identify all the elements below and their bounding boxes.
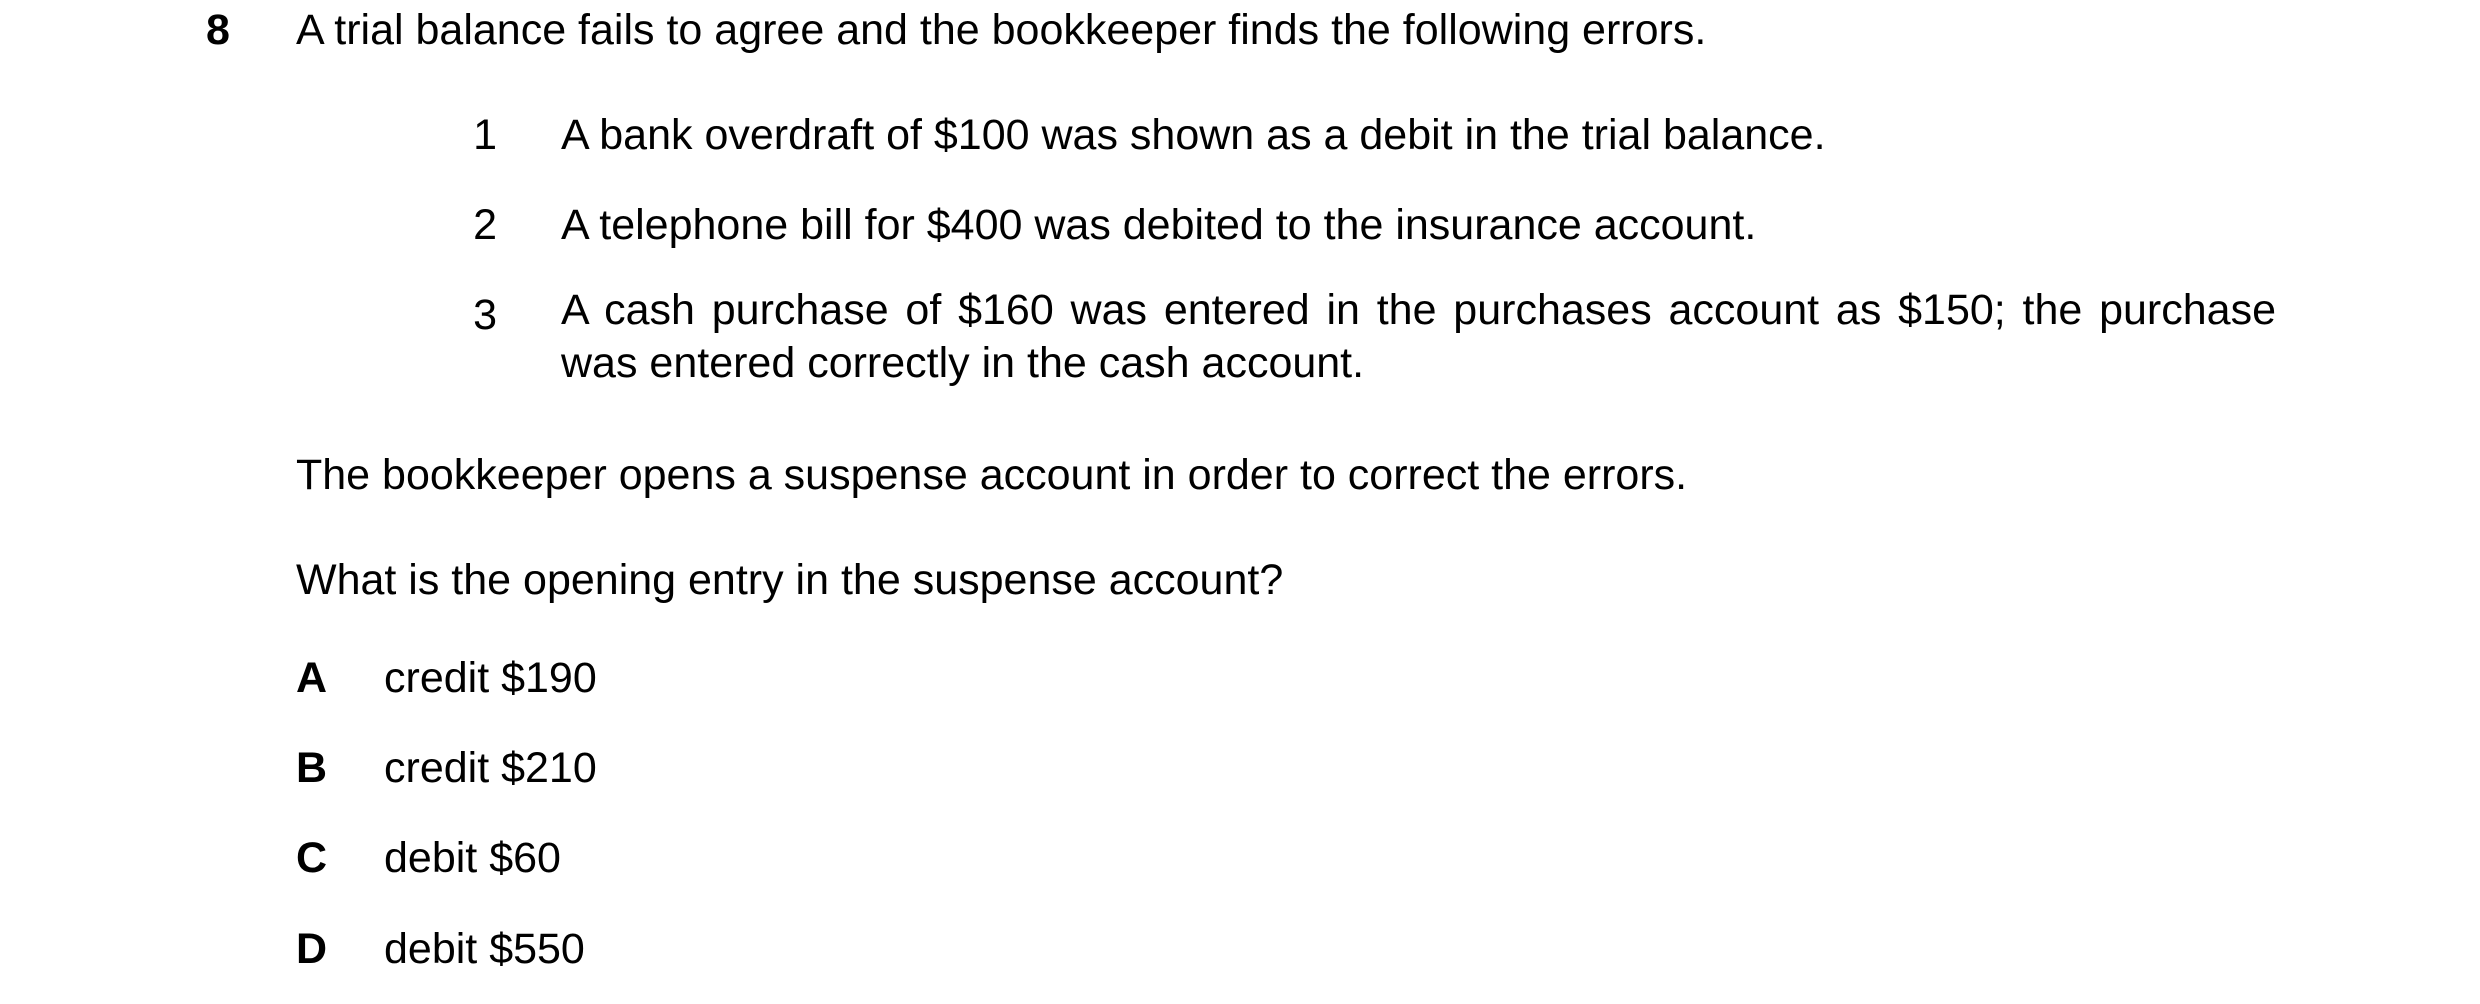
option-letter: A — [296, 654, 328, 702]
error-item-number: 2 — [473, 201, 497, 249]
error-item-text: A telephone bill for $400 was debited to the insurance account. — [561, 201, 1757, 249]
error-item-text: A bank overdraft of $100 was shown as a debit in the trial balance. — [561, 111, 1826, 159]
statement-text: The bookkeeper opens a suspense account in order to correct the errors. — [296, 451, 1688, 499]
option-letter: D — [296, 925, 328, 973]
question-stem: A trial balance fails to agree and the bookkeeper finds the following errors. — [296, 6, 1707, 54]
error-item-number: 1 — [473, 111, 497, 159]
option-text: debit $550 — [384, 925, 585, 973]
error-item-text: A cash purchase of $160 was entered in the purchases account as $150; the purchase was entered correctly in the cash account. — [561, 286, 2276, 387]
option-text: credit $190 — [384, 654, 597, 702]
option-text: credit $210 — [384, 744, 597, 792]
option-letter: C — [296, 834, 328, 882]
question-number: 8 — [206, 6, 230, 54]
option-letter: B — [296, 744, 328, 792]
error-item-number: 3 — [473, 291, 497, 339]
question-prompt: What is the opening entry in the suspense account? — [296, 556, 1284, 604]
option-text: debit $60 — [384, 834, 561, 882]
